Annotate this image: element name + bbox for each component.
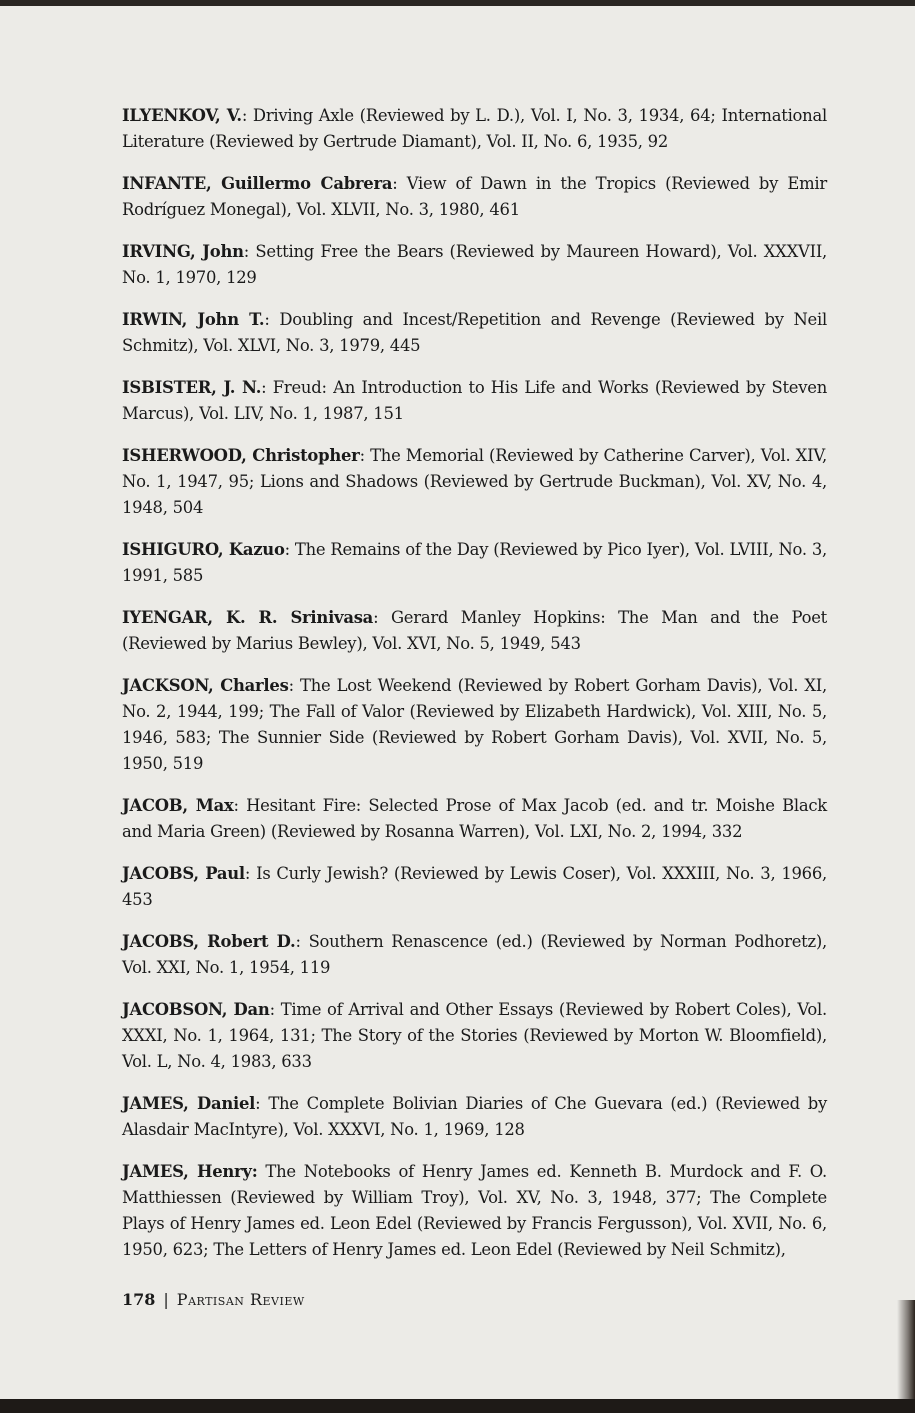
index-entry (122, 793, 827, 845)
entry-author: JACOBS, Paul (122, 864, 245, 883)
entry-author: ISHERWOOD, Christopher (122, 446, 360, 465)
entry-author: IRVING, John (122, 242, 244, 261)
entry-author: JACKSON, Charles (122, 676, 289, 695)
entry-author: IRWIN, John T. (122, 310, 265, 329)
entry-author: JACOBSON, Dan (122, 1000, 270, 1019)
page-shadow-edge (897, 1300, 915, 1413)
index-entry (122, 673, 827, 777)
index-entry (122, 375, 827, 427)
entry-text: : Setting Free the Bears (Reviewed by Maureen Howard), Vol. XXXVII, No. 1, 1970, 129 (122, 242, 828, 287)
entry-text: : Driving Axle (Reviewed by L. D.), Vol. I, No. 3, 1934, 64; International Literature (Reviewed by Gertrude Diamant), Vol. II, No. 6, 1935, 92 (122, 106, 827, 151)
index-entry (122, 1159, 827, 1263)
page-number: 178 (122, 1290, 156, 1309)
entry-text: The Notebooks of Henry James ed. Kenneth B. Murdock and F. O. Matthiessen (Reviewed by William Troy), Vol. XV, No. 3, 1948, 377; The Complete Plays of Henry James ed. Leon Edel (Reviewed by Francis Fergusson), Vol. XVII, No. 6, 1950, 623; The Letters of Henry James ed. Leon Edel (Reviewed by Neil Schmitz), (122, 1162, 827, 1259)
index-entry (122, 103, 827, 155)
entry-text: : Doubling and Incest/Repetition and Revenge (Reviewed by Neil Schmitz), Vol. XLVI, No. 3, 1979, 445 (122, 310, 827, 355)
entry-author: JACOB, Max (122, 796, 234, 815)
entry-author: INFANTE, Guillermo Cabrera (122, 174, 393, 193)
index-entry (122, 1091, 827, 1143)
entry-text: : View of Dawn in the Tropics (Reviewed by Emir Rodríguez Monegal), Vol. XLVII, No. 3, 1980, 461 (122, 174, 827, 219)
entry-text: : Freud: An Introduction to His Life and Works (Reviewed by Steven Marcus), Vol. LIV, No. 1, 1987, 151 (122, 378, 827, 423)
footer-separator: | (163, 1290, 169, 1309)
page-footer (122, 1290, 305, 1309)
index-entry (122, 307, 827, 359)
index-entry (122, 443, 827, 521)
entry-text: : The Remains of the Day (Reviewed by Pico Iyer), Vol. LVIII, No. 3, 1991, 585 (122, 540, 828, 585)
entry-text: : The Memorial (Reviewed by Catherine Carver), Vol. XIV, No. 1, 1947, 95; Lions and Shadows (Reviewed by Gertrude Buckman), Vol. XV, No. 4, 1948, 504 (122, 446, 828, 517)
entry-author: JAMES, Henry: (122, 1162, 258, 1181)
index-entry (122, 929, 827, 981)
bottom-page-edge (0, 1399, 915, 1413)
entry-author: JAMES, Daniel (122, 1094, 256, 1113)
index-entry (122, 997, 827, 1075)
entry-author: JACOBS, Robert D. (122, 932, 296, 951)
index-entry (122, 171, 827, 223)
index-entry (122, 239, 827, 291)
entry-text: : Southern Renascence (ed.) (Reviewed by Norman Podhoretz), Vol. XXI, No. 1, 1954, 119 (122, 932, 827, 977)
entry-author: ISBISTER, J. N. (122, 378, 262, 397)
index-entry (122, 605, 827, 657)
index-entry (122, 861, 827, 913)
entry-text: : Hesitant Fire: Selected Prose of Max Jacob (ed. and tr. Moishe Black and Maria Green) (Reviewed by Rosanna Warren), Vol. LXI, No. 2, 1994, 332 (122, 796, 827, 841)
entry-author: ILYENKOV, V. (122, 106, 242, 125)
entry-text: : Time of Arrival and Other Essays (Reviewed by Robert Coles), Vol. XXXI, No. 1, 1964, 131; The Story of the Stories (Reviewed by Morton W. Bloomfield), Vol. L, No. 4, 1983, 633 (122, 1000, 827, 1071)
journal-title: Partisan Review (176, 1290, 305, 1309)
entry-author: ISHIGURO, Kazuo (122, 540, 285, 559)
entry-author: IYENGAR, K. R. Srinivasa (122, 608, 374, 627)
top-page-edge (0, 0, 915, 6)
index-entries (122, 103, 827, 1279)
entry-text: : Gerard Manley Hopkins: The Man and the Poet (Reviewed by Marius Bewley), Vol. XVI, No. 5, 1949, 543 (122, 608, 828, 653)
entry-text: : The Lost Weekend (Reviewed by Robert Gorham Davis), Vol. XI, No. 2, 1944, 199; The Fall of Valor (Reviewed by Elizabeth Hardwick), Vol. XIII, No. 5, 1946, 583; The Sunnier Side (Reviewed by Robert Gorham Davis), Vol. XVII, No. 5, 1950, 519 (122, 676, 827, 773)
entry-text: : Is Curly Jewish? (Reviewed by Lewis Coser), Vol. XXXIII, No. 3, 1966, 453 (122, 864, 827, 909)
index-entry (122, 537, 827, 589)
entry-text: : The Complete Bolivian Diaries of Che Guevara (ed.) (Reviewed by Alasdair MacIntyre), Vol. XXXVI, No. 1, 1969, 128 (122, 1094, 828, 1139)
